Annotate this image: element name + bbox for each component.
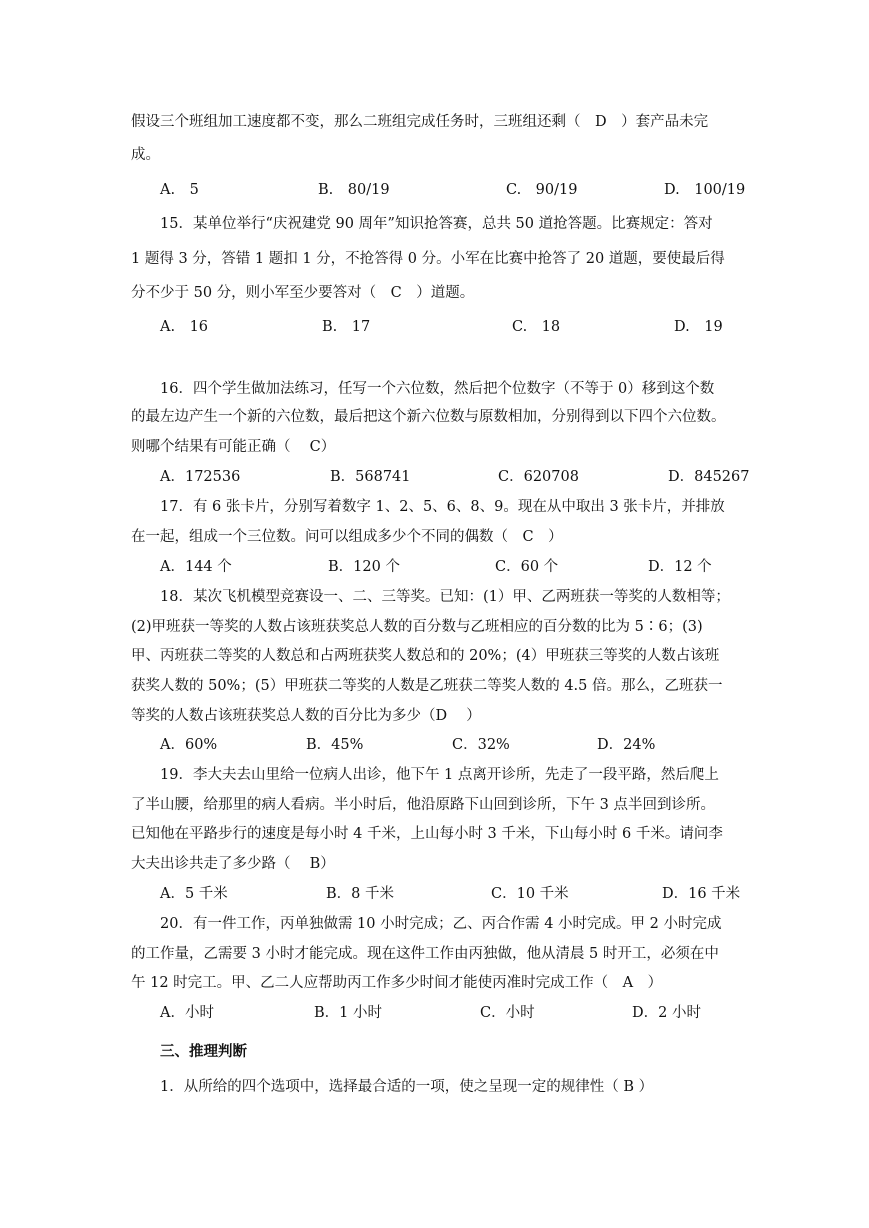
paragraph-line: 的最左边产生一个新的六位数，最后把这个新六位数与原数相加，分别得到以下四个六位数。 [131,409,726,425]
q19-text-line [0,763,869,787]
option-a: A．小时 [160,1005,214,1021]
option-c: C．32% [452,737,510,753]
q16-text-line [0,377,869,401]
q18-text-line [0,615,869,639]
option-d: D．845267 [668,469,750,485]
option-b: B．568741 [330,469,411,485]
q19-text-line [0,793,869,817]
section-heading [0,1040,869,1064]
paragraph-line: 16．四个学生做加法练习，任写一个六位数，然后把个位数字（不等于 0）移到这个数 [160,381,715,397]
q16-text-line [0,435,869,459]
option-c: C. 18 [512,319,561,335]
q16-options [0,465,869,489]
paragraph-line: 已知他在平路步行的速度是每小时 4 千米，上山每小时 3 千米，下山每小时 6 千米。请问李 [131,826,723,842]
option-c: C．小时 [480,1005,535,1021]
option-b: B．8 千米 [326,886,394,902]
section-title: 三、推理判断 [160,1043,247,1060]
paragraph-line: 1 题得 3 分，答错 1 题扣 1 分，不抢答得 0 分。小军在比赛中抢答了 20 道题，要使最后得 [131,251,725,267]
option-a: A. 5 [160,182,199,198]
paragraph-line: 20．有一件工作，丙单独做需 10 小时完成；乙、丙合作需 4 小时完成。甲 2 小时完成 [160,916,722,932]
paragraph-line: 1．从所给的四个选项中，选择最合适的一项，使之呈现一定的规律性（ B ） [160,1079,654,1095]
paragraph-line: 成。 [131,147,160,163]
paragraph-line: 大夫出诊共走了多少路（ B） [131,856,335,872]
q15-text-line [0,247,869,271]
paragraph-line: 午 12 时完工。甲、乙二人应帮助丙工作多少时间才能使丙准时完成工作（ A ） [131,975,663,991]
q14-text-line [0,143,869,167]
q19-text-line [0,822,869,846]
option-b: B. 80/19 [318,182,390,198]
q20-text-line [0,971,869,995]
q20-text-line [0,942,869,966]
paragraph-line: 获奖人数的 50%；(5）甲班获二等奖的人数是乙班获二等奖人数的 4.5 倍。那么，乙班获一 [131,678,723,694]
section3-q1-line [0,1075,869,1099]
option-b: B．1 小时 [314,1005,382,1021]
option-c: C．10 千米 [491,886,569,902]
q14-text-line [0,110,869,134]
option-a: A．5 千米 [160,886,228,902]
q16-text-line [0,405,869,429]
q19-text-line [0,852,869,876]
option-b: B．45% [306,737,364,753]
q17-text-line [0,495,869,519]
q19-options [0,882,869,906]
paragraph-line: 假设三个班组加工速度都不变，那么二班组完成任务时，三班组还剩（ D ）套产品未完 [131,114,709,130]
option-a: A. 16 [160,319,209,335]
q20-text-line [0,912,869,936]
q20-options [0,1001,869,1025]
q18-text-line [0,585,869,609]
option-d: D．12 个 [648,559,712,575]
paragraph-line: 等奖的人数占该班获奖总人数的百分比为多少（D ） [131,708,481,724]
option-d: D．24% [597,737,656,753]
paragraph-line: (2)甲班获一等奖的人数占该班获奖总人数的百分数与乙班相应的百分数的比为 5∶6；(3) [131,619,703,635]
paragraph-line: 在一起，组成一个三位数。问可以组成多少个不同的偶数（ C ） [131,529,563,545]
option-a: A．144 个 [160,559,232,575]
q18-text-line [0,704,869,728]
q18-options [0,733,869,757]
option-d: D. 19 [674,319,723,335]
q14-options [0,178,869,202]
q15-text-line [0,212,869,236]
q15-options [0,315,869,339]
option-d: D．2 小时 [632,1005,701,1021]
paragraph-line: 则哪个结果有可能正确（ C） [131,439,336,455]
paragraph-line: 分不少于 50 分，则小军至少要答对（ C ）道题。 [131,285,475,301]
option-b: B．120 个 [328,559,400,575]
paragraph-line: 15．某单位举行“庆祝建党 90 周年”知识抢答赛，总共 50 道抢答题。比赛规定：答对 [160,216,713,232]
paragraph-line: 了半山腰，给那里的病人看病。半小时后，他沿原路下山回到诊所，下午 3 点半回到诊所。 [131,797,715,813]
paragraph-line: 甲、丙班获二等奖的人数总和占两班获奖人数总和的 20%；(4）甲班获三等奖的人数占该班 [131,648,720,664]
paragraph-line: 19．李大夫去山里给一位病人出诊，他下午 1 点离开诊所，先走了一段平路，然后爬上 [160,767,719,783]
option-b: B. 17 [322,319,371,335]
q17-text-line [0,525,869,549]
option-d: D．16 千米 [662,886,741,902]
option-a: A．60% [160,737,218,753]
option-c: C．60 个 [495,559,559,575]
option-d: D. 100/19 [664,182,746,198]
option-a: A．172536 [160,469,241,485]
q15-text-line [0,281,869,305]
q17-options [0,555,869,579]
paragraph-line: 17．有 6 张卡片，分别写着数字 1、2、5、6、8、9。现在从中取出 3 张卡片，并排放 [160,499,725,515]
q18-text-line [0,644,869,668]
paragraph-line: 的工作量，乙需要 3 小时才能完成。现在这件工作由丙独做，他从清晨 5 时开工，必须在中 [131,946,719,962]
option-c: C．620708 [498,469,579,485]
q18-text-line [0,674,869,698]
paragraph-line: 18．某次飞机模型竞赛设一、二、三等奖。已知：(1）甲、乙两班获一等奖的人数相等； [160,589,730,605]
option-c: C. 90/19 [506,182,578,198]
